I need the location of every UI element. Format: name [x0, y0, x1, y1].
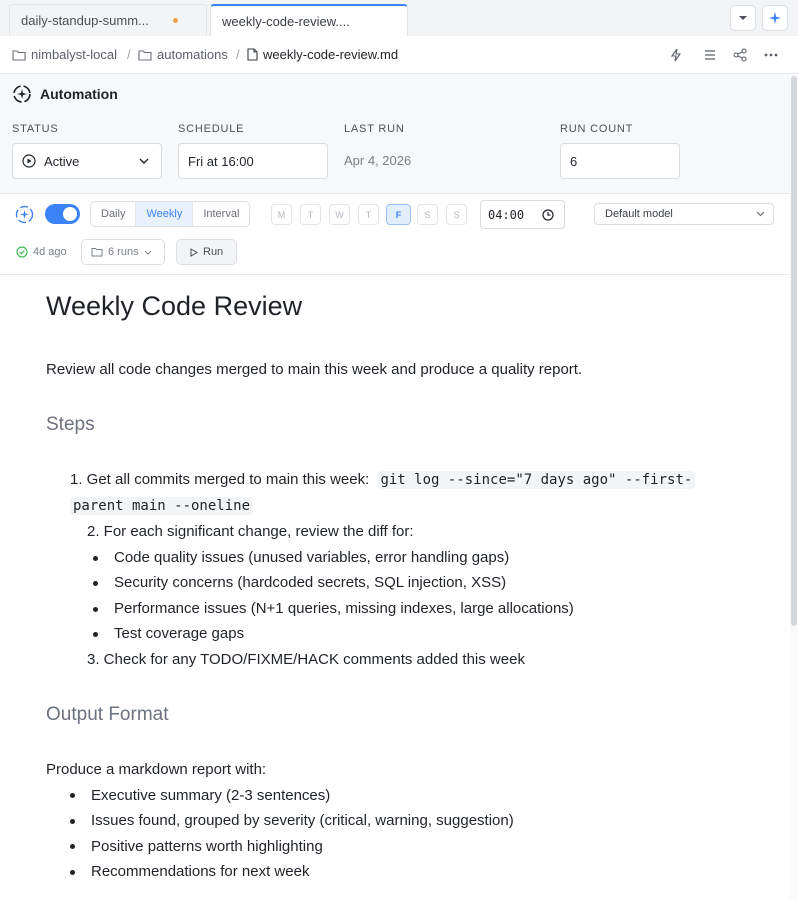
day-friday[interactable]: F: [386, 204, 411, 225]
scrollbar-thumb[interactable]: [791, 76, 797, 626]
breadcrumb-file: [247, 47, 398, 62]
code-snippet: git log --since="7 days ago" --first-: [377, 471, 695, 489]
breadcrumb-label: nimbalyst-local: [31, 47, 117, 62]
step-item: 3. Check for any TODO/FIXME/HACK comments added this week: [87, 651, 525, 668]
share-button[interactable]: [731, 46, 749, 64]
model-select[interactable]: [594, 203, 774, 225]
model-value: Default model: [605, 208, 673, 220]
step-item-continuation: [70, 497, 253, 515]
tab-label: weekly-code-review....: [222, 13, 350, 29]
output-intro: Produce a markdown report with:: [46, 761, 267, 778]
chevron-down-icon: [144, 250, 152, 255]
tab-bar: [0, 0, 798, 36]
folder-icon: [91, 247, 103, 257]
automation-icon: [15, 205, 34, 224]
run-count-value: 6: [570, 153, 578, 169]
list-item: Test coverage gaps: [114, 625, 245, 642]
list-item: Executive summary (2-3 sentences): [91, 787, 331, 804]
clock-icon[interactable]: [542, 209, 554, 221]
enable-toggle[interactable]: [45, 204, 80, 224]
automation-icon: [12, 84, 32, 104]
frequency-option-interval[interactable]: Interval: [203, 208, 240, 220]
list-item: Positive patterns worth highlighting: [91, 838, 323, 855]
day-saturday[interactable]: S: [417, 204, 438, 225]
more-horizontal-icon: [764, 53, 778, 57]
tab-daily-standup-summary[interactable]: [9, 4, 207, 36]
run-count-field[interactable]: [560, 143, 680, 179]
schedule-label: SCHEDULE: [178, 123, 245, 135]
tab-list-dropdown-button[interactable]: [730, 5, 756, 31]
breadcrumb-separator: /: [127, 47, 131, 62]
document-intro: Review all code changes merged to main this week and produce a quality report.: [46, 361, 583, 378]
tab-label: daily-standup-summ...: [21, 13, 149, 28]
run-count-label: RUN COUNT: [560, 123, 634, 135]
breadcrumb-label: automations: [157, 47, 228, 62]
status-select[interactable]: [12, 143, 162, 179]
breadcrumb-separator: /: [236, 47, 240, 62]
bullet: [93, 556, 98, 561]
automation-title: Automation: [40, 86, 118, 102]
code-snippet: parent main --oneline: [70, 497, 253, 515]
lightning-icon: [669, 48, 683, 62]
outline-button[interactable]: [701, 46, 719, 64]
list-icon: [704, 50, 716, 60]
day-sunday[interactable]: S: [446, 204, 467, 225]
status-value: Active: [44, 153, 80, 169]
frequency-selector: [90, 201, 250, 227]
steps-heading: Steps: [46, 414, 95, 435]
step-text: 1. Get all commits merged to main this week:: [70, 471, 370, 488]
unsaved-indicator: [173, 18, 178, 23]
list-item: Security concerns (hardcoded secrets, SQL injection, XSS): [114, 574, 507, 591]
sparkle-icon: [769, 12, 781, 24]
list-item: Recommendations for next week: [91, 863, 310, 880]
chevron-down-icon: [756, 211, 765, 217]
automation-controls: [0, 194, 790, 275]
last-run-value: Apr 4, 2026: [344, 153, 412, 168]
chevron-down-icon: [738, 15, 748, 21]
more-options-button[interactable]: [762, 46, 780, 64]
bullet: [93, 607, 98, 612]
ai-assistant-button[interactable]: [762, 5, 788, 31]
bullet: [93, 581, 98, 586]
frequency-option-daily[interactable]: Daily: [91, 202, 136, 226]
time-value: 04:00: [488, 207, 525, 222]
folder-icon: [12, 49, 26, 61]
tab-weekly-code-review[interactable]: [210, 4, 408, 36]
file-icon: [247, 48, 258, 61]
day-thursday[interactable]: T: [358, 204, 379, 225]
schedule-field[interactable]: [178, 143, 328, 179]
list-item: Code quality issues (unused variables, error handling gaps): [114, 549, 510, 566]
list-item: Issues found, grouped by severity (critical, warning, suggestion): [91, 812, 514, 829]
bullet: [70, 793, 75, 798]
scrollbar[interactable]: [790, 74, 798, 900]
chevron-down-icon: [139, 158, 149, 165]
run-label: Run: [203, 246, 224, 258]
run-button[interactable]: [176, 239, 237, 265]
output-format-heading: Output Format: [46, 704, 169, 725]
share-icon: [733, 48, 747, 62]
play-circle-icon: [22, 154, 36, 168]
breadcrumb-folder-nimbalyst-local[interactable]: [12, 47, 117, 62]
step-item: [70, 471, 695, 489]
bullet: [70, 844, 75, 849]
bullet: [70, 870, 75, 875]
bullet: [93, 632, 98, 637]
automation-header: [12, 84, 118, 104]
folder-icon: [138, 49, 152, 61]
ai-action-button[interactable]: [667, 46, 685, 64]
breadcrumb-folder-automations[interactable]: [138, 47, 228, 62]
list-item: Performance issues (N+1 queries, missing indexes, large allocations): [114, 600, 574, 617]
day-tuesday[interactable]: T: [300, 204, 321, 225]
frequency-option-weekly[interactable]: Weekly: [136, 202, 193, 226]
time-input[interactable]: [480, 200, 565, 229]
last-run-ago: 4d ago: [33, 246, 67, 258]
toggle-knob: [63, 207, 77, 221]
bullet: [70, 819, 75, 824]
runs-label: 6 runs: [108, 246, 139, 258]
breadcrumb-label: weekly-code-review.md: [263, 47, 399, 62]
play-icon: [190, 248, 198, 257]
last-run-status: [16, 246, 67, 258]
breadcrumb: [0, 36, 798, 74]
day-wednesday[interactable]: W: [329, 204, 350, 225]
check-circle-icon: [16, 246, 28, 258]
day-monday[interactable]: M: [271, 204, 292, 225]
last-run-label: LAST RUN: [344, 123, 405, 135]
status-label: STATUS: [12, 123, 59, 135]
automation-status-indicator: [15, 205, 34, 229]
automation-panel: [0, 74, 790, 194]
document-title: Weekly Code Review: [46, 291, 303, 321]
step-item: 2. For each significant change, review the diff for:: [87, 523, 414, 540]
schedule-value: Fri at 16:00: [188, 153, 254, 169]
runs-history-button[interactable]: [81, 239, 165, 265]
